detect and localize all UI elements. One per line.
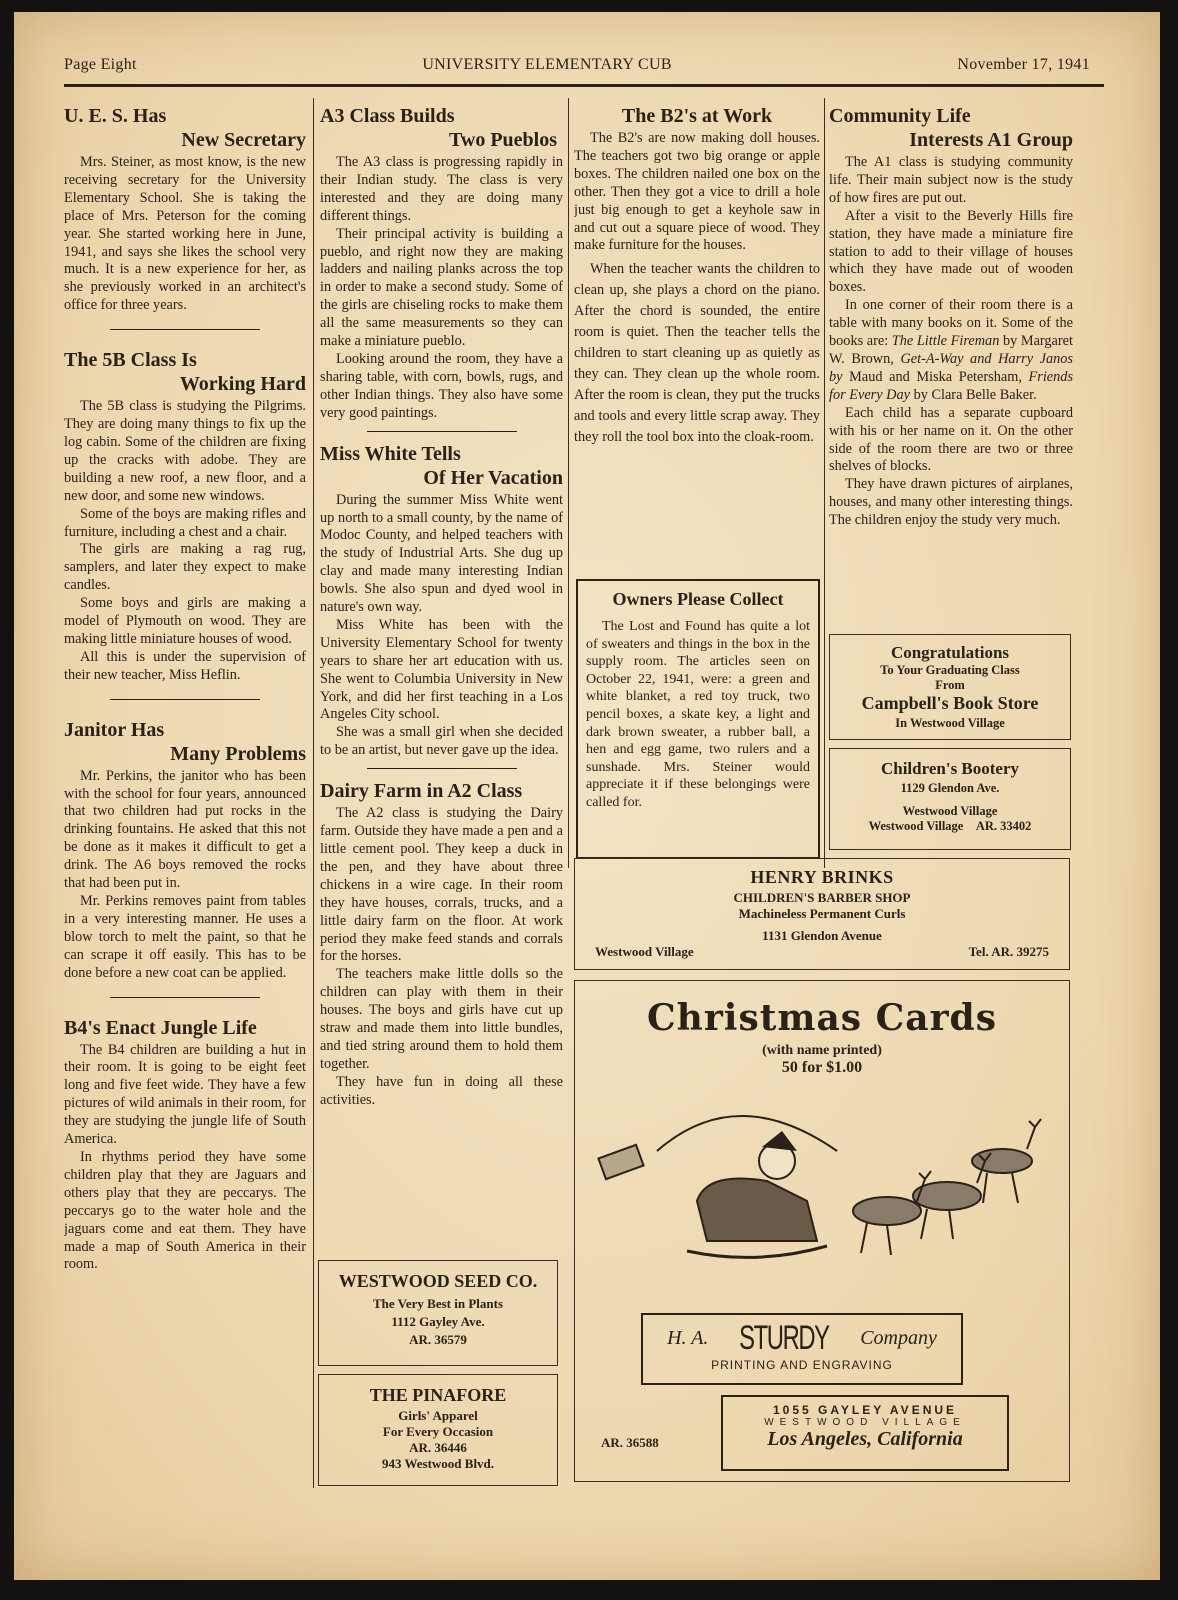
- headline-line: Miss White Tells: [320, 442, 461, 465]
- ad-line: 1112 Gayley Ave.: [391, 1314, 485, 1329]
- headline-line: Of Her Vacation: [423, 466, 563, 489]
- paragraph: The A2 class is studying the Dairy farm. Outside they have made a pen and a little cement pool. They keep a duck in the pen, and they have about three chickens in a wire cage. In their room they have houses, corrals, trucks, and a little dairy farm on the floor. At work period they make feed stands and corrals for the horses.: [320, 805, 563, 965]
- ad-title: Christmas Cards: [647, 997, 997, 1039]
- headline: [320, 104, 563, 152]
- column-3: [574, 98, 820, 568]
- book-title: Get-A-Way and Harry Janos by: [829, 350, 1073, 385]
- text-run: by Margaret W. Brown,: [829, 333, 1073, 367]
- headline: [320, 442, 563, 490]
- separator: [367, 768, 517, 769]
- ad-line: To Your Graduating Class: [880, 663, 1020, 677]
- ad-title: THE PINAFORE: [369, 1385, 507, 1405]
- ad-campbells: [829, 634, 1071, 740]
- headline-line: The 5B Class Is: [64, 349, 197, 372]
- paragraph: In rhythms period they have some children play that they are Jaguars and others play that they are peccarys. The peccarys go to the water hole and the jaguars come and eat them. They have made a map of South America in their room.: [64, 1148, 306, 1273]
- headline: [64, 718, 306, 766]
- headline: [574, 104, 820, 128]
- ad-title: WESTWOOD SEED CO.: [338, 1271, 538, 1291]
- text-run: Maud and Miska Petersham,: [849, 368, 1022, 385]
- headline-line: Community Life: [829, 105, 971, 127]
- paragraph: Mr. Perkins removes paint from tables in a very interesting manner. He uses a blow torch to melt the paint, so that he can scrape it off easily. This has to be done before a new coat can be applied.: [64, 893, 306, 981]
- headline-line: Interests A1 Group: [909, 129, 1073, 151]
- ad-line: 50 for $1.00: [781, 1059, 863, 1076]
- ad-line: Westwood Village: [595, 944, 694, 959]
- ad-line: 1131 Glendon Avenue: [762, 928, 882, 943]
- ad-christmas-cards: [574, 980, 1070, 1482]
- ad-line: In Westwood Village: [895, 716, 1005, 730]
- ad-line: [830, 819, 1070, 834]
- ad-pinafore: [318, 1374, 558, 1486]
- box-title: Owners Please Collect: [612, 589, 784, 609]
- ad-line: AR. 36579: [409, 1332, 467, 1347]
- paragraph: Some boys and girls are making a model of Plymouth on wood. They are making little miniature houses of wood.: [64, 595, 306, 647]
- ad-line: AR. 36446: [409, 1440, 467, 1455]
- ad-line: For Every Occasion: [382, 1424, 494, 1439]
- book-title: The Little Fireman: [891, 333, 1000, 350]
- paragraph: During the summer Miss White went up north to a small county, by the name of Modoc County, and helped teachers with the study of Industrial Arts. She dug up clay and made many interesting Indian bowls. She also spun and dyed wool in nature's own way.: [320, 491, 563, 616]
- paragraph: When the teacher wants the children to clean up, she plays a chord on the piano. After the chord is sounded, the entire room is quiet. Then the teacher tells the children to start cleaning up as quietly as they can. They clean up the whole room. After the room is clean, they put the trucks and tools and every little scrap away. They they roll the tool box into the cloak-room.: [574, 261, 820, 446]
- ad-line: Campbell's Book Store: [861, 693, 1039, 713]
- paragraph: Mr. Perkins, the janitor who has been with the school for four years, announced that two children had put rocks in the drinking fountains. He asked that this not be done as it makes it difficult to get a drink. The A6 boys removed the rocks that had been put in.: [64, 767, 306, 892]
- paragraph: The A1 class is studying community life. Their main subject now is the study of how fires are put out.: [829, 154, 1073, 206]
- headline-line: The B2's at Work: [621, 105, 773, 127]
- ad-line: AR. 33402: [975, 819, 1032, 833]
- paragraph: Miss White has been with the University Elementary School for twenty years to share her art education with us. She went to Columbia University in New York, and did her first teaching in a Los Angeles City school.: [320, 616, 563, 723]
- paragraph: The teachers make little dolls so the children can play with them in their houses. The boys and girls have cut up straw and made them into little bundles, and tied string around them to hold them together.: [320, 966, 563, 1072]
- sturdy-logo: [643, 1319, 961, 1358]
- paragraph: The B4 children are building a hut in their room. It is going to be eight feet long and five feet wide. They have a few pictures of wild animals in their room, for they are studying the jungle life of South America.: [64, 1041, 306, 1148]
- paragraph: Their principal activity is building a pueblo, and right now they are making ladders and nailing planks across the top in order to make a second study. Some of the girls are chiseling rocks to make them all the same measurements so they can make a miniature pueblo.: [320, 225, 563, 350]
- ad-line: 1129 Glendon Ave.: [900, 781, 1000, 795]
- separator: [110, 997, 260, 998]
- ad-line: Girls' Apparel: [398, 1408, 478, 1423]
- paragraph: Some of the boys are making rifles and furniture, including a chest and a chair.: [64, 505, 306, 540]
- ad-line: CHILDREN'S BARBER SHOP: [733, 890, 911, 905]
- paragraph: Looking around the room, they have a sharing table, with corn, bowls, rugs, and other Indian things. They also have some very good paintings.: [320, 350, 563, 421]
- column-divider: [824, 98, 825, 868]
- separator: [367, 431, 517, 432]
- separator: [110, 329, 260, 330]
- page-header: [64, 56, 1090, 82]
- column-divider: [313, 98, 314, 1488]
- headline: [64, 104, 306, 152]
- ad-line: Westwood Village: [902, 804, 998, 818]
- header-rule: [64, 84, 1104, 87]
- paper-title: UNIVERSITY ELEMENTARY CUB: [422, 56, 672, 73]
- ad-line: Company: [860, 1327, 937, 1349]
- gift-icon: [598, 1145, 643, 1179]
- sleigh-body: [697, 1179, 817, 1242]
- column-1: [64, 98, 306, 1274]
- headline: [829, 104, 1073, 152]
- issue-date: November 17, 1941: [957, 56, 1090, 73]
- ad-line: Westwood Village: [868, 819, 964, 833]
- paragraph: They have drawn pictures of airplanes, houses, and many other interesting things. The children enjoy the study very much.: [829, 476, 1073, 529]
- sturdy-address-box: [721, 1395, 1009, 1471]
- paragraph: All this is under the supervision of their new teacher, Miss Heflin.: [64, 648, 306, 683]
- paragraph: After a visit to the Beverly Hills fire station, they have made a miniature fire station to add to their village of houses which they have made out of wooden boxes.: [829, 207, 1073, 296]
- ad-title: Congratulations: [890, 643, 1010, 662]
- ad-line: From: [935, 678, 965, 692]
- headline-line: B4's Enact Jungle Life: [64, 1016, 257, 1039]
- ad-line: The Very Best in Plants: [372, 1296, 503, 1311]
- headline-line: A3 Class Builds: [320, 105, 455, 127]
- column-4: [829, 98, 1073, 618]
- paragraph: The 5B class is studying the Pilgrims. They are doing many things to fix up the log cabin. Some of the children are fixing up the cracks with adobe. They are building a new roof, a new floor, and a new door, and some new windows.: [64, 398, 306, 504]
- headline-line: New Secretary: [181, 129, 306, 151]
- ad-childrens-bootery: [829, 748, 1071, 850]
- paragraph: Mrs. Steiner, as most know, is the new receiving secretary for the University Elementary School. She is taking the place of Mrs. Peterson for the coming year. She started working here in June, 1941, and says she likes the school very much. It is a new experience for her, as she previously worked in an architect's office for three years.: [64, 154, 306, 314]
- ad-line: H. A.: [667, 1327, 709, 1349]
- paragraph: The girls are making a rag rug, samplers, and later they expect to make candles.: [64, 541, 306, 594]
- separator: [110, 699, 260, 700]
- text-run: In one corner of their room there is a table with many books on it. Some of the books are:: [829, 297, 1073, 350]
- headline-line: Dairy Farm in A2 Class: [320, 780, 523, 803]
- paragraph: They have fun in doing all these activities.: [320, 1073, 563, 1108]
- headline: [64, 348, 306, 396]
- sturdy-company-box: [641, 1313, 963, 1385]
- santa-sleigh-illustration: [587, 1091, 1057, 1291]
- ad-line: AR. 36588: [601, 1435, 659, 1450]
- lost-and-found-box: [576, 579, 820, 859]
- ad-line: WESTWOOD VILLAGE: [764, 1417, 966, 1428]
- paragraph: The Lost and Found has quite a lot of sweaters and things in the box in the supply room. The articles seen on October 22, 1941, were: a green and white blanket, a red toy truck, two pencil boxes, a skate key, a light and dark brown sweater, a rubber ball, a hen and egg game, two rulers and a sunshade. Mrs. Steiner would appreciate it if these belongings were called for.: [586, 619, 810, 810]
- paragraph: The A3 class is progressing rapidly in their Indian study. The class is very interested and they are doing many different things.: [320, 154, 563, 224]
- reindeer-icon: [853, 1197, 921, 1225]
- headline-line: Two Pueblos: [449, 129, 557, 151]
- ad-title: HENRY BRINKS: [750, 867, 894, 887]
- column-2: [320, 98, 563, 1258]
- text-run: by Clara Belle Baker.: [913, 386, 1037, 403]
- ad-line: 1055 GAYLEY AVENUE: [772, 1403, 958, 1417]
- headline-line: U. E. S. Has: [64, 105, 167, 127]
- ad-line: Los Angeles, California: [767, 1428, 963, 1450]
- paragraph: The B2's are now making doll houses. The teachers got two big orange or apple boxes. The children nailed one box on the other. Then they got a vice to drill a hole just big enough to get a keyhole saw in and cut out a square piece of wood. They make furniture for the houses.: [574, 130, 820, 254]
- ad-line: Tel. AR. 39275: [968, 944, 1049, 959]
- headline: [64, 1016, 306, 1040]
- whip-line: [657, 1116, 837, 1151]
- sleigh-runner: [687, 1246, 827, 1257]
- ad-henry-brinks: [574, 858, 1070, 970]
- headline-line: Janitor Has: [64, 718, 165, 741]
- paragraph: Each child has a separate cupboard with his or her name on it. On the other side of the room there are two or three shelves of blocks.: [829, 404, 1073, 475]
- ad-line: Machineless Permanent Curls: [738, 906, 906, 921]
- ad-westwood-seed: [318, 1260, 558, 1366]
- ad-line: 943 Westwood Blvd.: [381, 1456, 495, 1471]
- ad-line: PRINTING AND ENGRAVING: [711, 1358, 893, 1372]
- headline-line: Many Problems: [170, 742, 306, 765]
- ad-line: (with name printed): [762, 1043, 882, 1058]
- newspaper-page: [14, 12, 1160, 1580]
- book-title: Friends for Every Day: [829, 368, 1073, 403]
- paragraph: She was a small girl when she decided to be an artist, but never gave up the idea.: [320, 724, 563, 759]
- headline: [320, 779, 563, 803]
- ad-title: STURDY: [739, 1319, 830, 1357]
- page-number: Page Eight: [64, 56, 137, 73]
- paragraph: [829, 297, 1073, 404]
- ad-title: Children's Bootery: [880, 759, 1020, 778]
- ad-footer: [575, 944, 1069, 960]
- headline-line: Working Hard: [179, 373, 306, 396]
- column-divider: [568, 98, 569, 868]
